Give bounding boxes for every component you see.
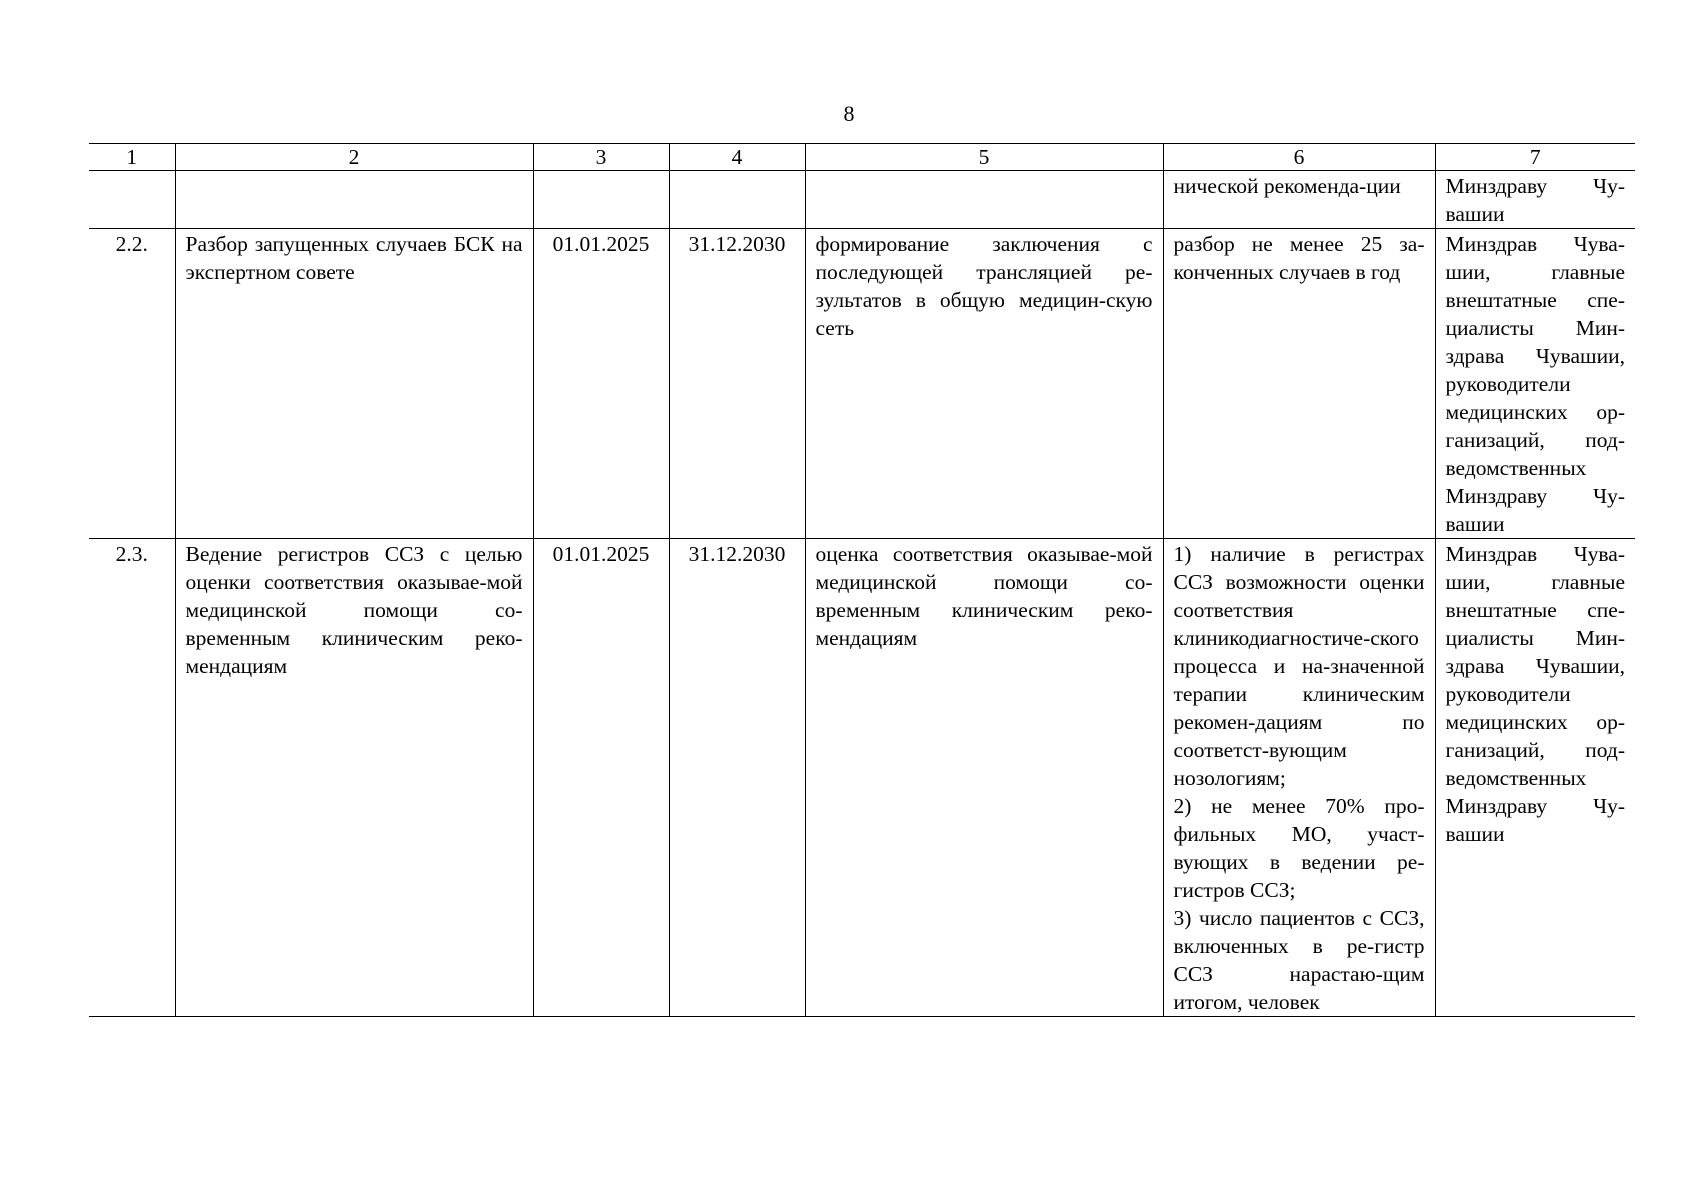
start-date-cell: 01.01.2025 (533, 229, 669, 539)
table-row (89, 229, 1635, 539)
row-number-cell (89, 171, 175, 229)
responsible-cell: Минздраву Чу-вашии (1435, 171, 1635, 229)
table-row (89, 171, 1635, 229)
column-header: 7 (1435, 144, 1635, 171)
result-cell: формирование заключения с последующей трансляцией ре-зультатов в общую медицин-скую сеть (805, 229, 1163, 539)
row-number-cell: 2.3. (89, 539, 175, 1017)
table-row (89, 539, 1635, 1017)
end-date-cell (669, 171, 805, 229)
column-header: 1 (89, 144, 175, 171)
indicator-cell: нической рекоменда-ции (1163, 171, 1435, 229)
event-cell: Ведение регистров ССЗ с целью оценки соответствия оказывае-мой медицинской помощи со-временным клиническим реко-мендациям (175, 539, 533, 1017)
page-number: 8 (843, 101, 855, 126)
indicator-cell: разбор не менее 25 за-конченных случаев в год (1163, 229, 1435, 539)
event-cell (175, 171, 533, 229)
end-date-cell: 31.12.2030 (669, 539, 805, 1017)
action-plan-table (89, 143, 1635, 1017)
row-number-cell: 2.2. (89, 229, 175, 539)
table-header-row (89, 144, 1635, 171)
event-cell: Разбор запущенных случаев БСК на экспертном совете (175, 229, 533, 539)
column-header: 6 (1163, 144, 1435, 171)
result-cell: оценка соответствия оказывае-мой медицинской помощи со-временным клиническим реко-мендациям (805, 539, 1163, 1017)
responsible-cell: Минздрав Чува-шии, главные внештатные спе-циалисты Мин-здрава Чувашии, руководители медицинских ор-ганизаций, под-ведомственных Минздраву Чу-вашии (1435, 539, 1635, 1017)
end-date-cell: 31.12.2030 (669, 229, 805, 539)
start-date-cell: 01.01.2025 (533, 539, 669, 1017)
result-cell (805, 171, 1163, 229)
column-header: 3 (533, 144, 669, 171)
indicator-cell: 1) наличие в регистрах ССЗ возможности оценки соответствия клиникодиагностиче-ского процесса и на-значенной терапии клиническим рекомен-дациям по соответст-вующим нозологиям; 2) не менее 70% про-фильных МО, участ-вующих в ведении ре-гистров ССЗ; 3) число пациентов с ССЗ, включенных в ре-гистр ССЗ нарастаю-щим итогом, человек (1163, 539, 1435, 1017)
start-date-cell (533, 171, 669, 229)
column-header: 5 (805, 144, 1163, 171)
responsible-cell: Минздрав Чува-шии, главные внештатные спе-циалисты Мин-здрава Чувашии, руководители медицинских ор-ганизаций, под-ведомственных Минздраву Чу-вашии (1435, 229, 1635, 539)
column-header: 4 (669, 144, 805, 171)
column-header: 2 (175, 144, 533, 171)
